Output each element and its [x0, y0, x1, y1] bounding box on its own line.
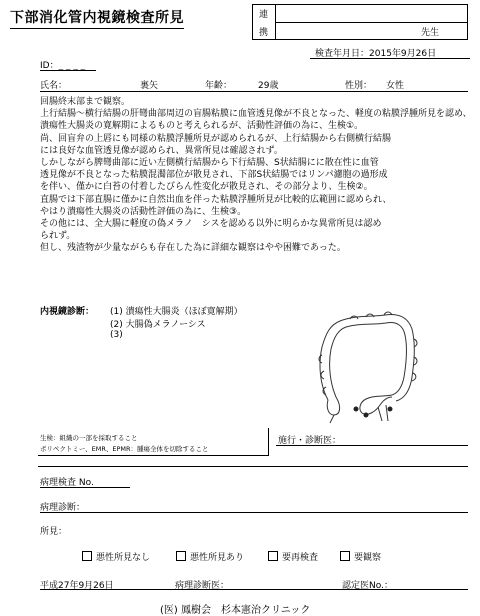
- findings-line: 潰瘍性大腸炎の寛解期によるものと考えられるが、活動性評価の為に、生検①。: [40, 121, 364, 132]
- checkbox-observe[interactable]: [340, 550, 381, 563]
- pathology-doctor-label: 病理診断医：: [175, 581, 230, 591]
- renraku-box: [252, 4, 468, 40]
- id-label: ID：: [40, 61, 59, 71]
- renraku-label-1: 連: [259, 10, 269, 20]
- checkbox-label: 要観察: [354, 553, 382, 563]
- exam-date-underline: [310, 58, 470, 59]
- checkbox-square[interactable]: [82, 551, 92, 561]
- pathology-no-label: 病理検査 No.: [40, 478, 94, 488]
- findings-line: やはり潰瘍性大腸炎の活動性評価の為に、生検③。: [40, 206, 247, 217]
- physician-underline: [276, 445, 468, 446]
- renraku-label-column: [253, 5, 276, 39]
- section-divider: [38, 466, 468, 467]
- diagnosis-item-2: (2) 大腸偽メラノーシス: [110, 320, 206, 330]
- exam-date-label: 検査年月日：: [315, 49, 370, 59]
- pathology-no-underline: [40, 487, 130, 488]
- colon-inner-path: [330, 323, 407, 398]
- id-value: _ _ _ _: [58, 61, 86, 71]
- biopsy-note: 生検：組織の一部を採取すること: [40, 434, 138, 442]
- date-row-underline: [40, 589, 468, 590]
- patient-sex-value: 女性: [386, 81, 405, 91]
- document-title: 下部消化管内視鏡検査所見: [10, 7, 184, 29]
- clinic-name: (医) 鳳樹会 杉本憲治クリニック: [160, 605, 311, 616]
- checkbox-square[interactable]: [176, 551, 186, 561]
- patient-name-label: 氏名：: [40, 81, 68, 91]
- patient-sex-label: 性別：: [345, 81, 373, 91]
- checkbox-label: 要再検査: [282, 553, 319, 563]
- checkbox-label: 悪性所見あり: [190, 553, 245, 563]
- appendix-path: [330, 415, 334, 423]
- findings-line: 回腸終末部まで観察。: [40, 97, 131, 107]
- pathology-findings-label: 所見：: [40, 527, 68, 537]
- findings-line: られず。: [40, 231, 76, 242]
- renraku-label-2: 携: [259, 28, 269, 38]
- findings-line: 但し、残渣物が少量ながらも存在した為に詳細な観察はやや困難であった。: [40, 243, 346, 254]
- patient-age-label: 年齢：: [205, 81, 233, 91]
- pathology-diag-underline: [40, 512, 468, 513]
- findings-text: [40, 96, 472, 255]
- cert-no-label: 認定医No.：: [342, 581, 393, 591]
- findings-line: 透見像が不良となった粘膜混濁部位が散見され、下部S状結腸ではリンパ濾胞の過形成: [40, 170, 388, 181]
- findings-line: しかしながら脾彎曲部に近い左側横行結腸から下行結腸、S状結腸にに散在性に血管: [40, 158, 379, 169]
- findings-line: 直腸では下部直腸に僅かに自然出血を伴った粘膜浮腫所見が比較的広範囲に認められ、: [40, 194, 392, 205]
- checkbox-label: 悪性所見なし: [96, 553, 151, 563]
- patient-age-value: 29歳: [258, 81, 279, 91]
- checkbox-square[interactable]: [340, 551, 350, 561]
- biopsy-marker: [354, 407, 359, 412]
- physician-label: 施行・診断医：: [278, 436, 342, 446]
- findings-line: には良好な血管透見像が認められ、異常所見は確認されず。: [40, 145, 283, 156]
- biopsy-marker: [364, 413, 369, 418]
- notes-right-border: [268, 428, 269, 456]
- patient-row-underline: [40, 91, 468, 92]
- cecum-path: [327, 397, 339, 415]
- patient-name-value: 裏矢: [140, 81, 159, 91]
- polypectomy-note: ポリペクトミー、EMR、EPMR：腫瘍全体を切除すること: [40, 445, 209, 453]
- findings-line: 尚、回盲弁の上唇にも同様の粘膜浮腫所見が認められるが、上行結腸から右側横行結腸: [40, 133, 392, 144]
- pathology-date: 平成27年9月26日: [40, 581, 114, 591]
- checkbox-reexam[interactable]: [268, 550, 318, 563]
- checkbox-malignancy[interactable]: [176, 550, 244, 563]
- diagnosis-item-1: (1) 潰瘍性大腸炎（ほぼ寛解期）: [110, 307, 243, 317]
- pathology-diag-label: 病理診断：: [40, 503, 86, 513]
- findings-line: 上行結腸～横行結腸の肝彎曲部周辺の盲腸粘膜に血管透見像が不良となった、軽度の粘膜浮腫所見を認め、: [40, 109, 472, 120]
- transverse-haustra: [350, 312, 392, 319]
- doctor-suffix: 先生: [421, 28, 440, 38]
- exam-date-value: 2015年9月26日: [369, 49, 437, 59]
- findings-line: その他には、全大腸に軽度の偽メラノ シスを認める以外に明らかな異常所見は認め: [40, 219, 382, 230]
- colon-diagram: [300, 305, 440, 425]
- biopsy-marker: [388, 407, 393, 412]
- diagnosis-label: 内視鏡診断：: [40, 307, 95, 317]
- checkbox-square[interactable]: [268, 551, 278, 561]
- notes-underline: [38, 455, 268, 456]
- id-underline: [40, 70, 96, 71]
- findings-line: を伴い、僅かに白苔の付着したびらん性変化が散見され、その部分より、生検②。: [40, 182, 373, 193]
- renraku-divider: [275, 22, 467, 23]
- diagnosis-item-3: (3): [110, 330, 123, 340]
- rectum-path: [378, 405, 388, 421]
- checkbox-no-malignancy[interactable]: [82, 550, 150, 563]
